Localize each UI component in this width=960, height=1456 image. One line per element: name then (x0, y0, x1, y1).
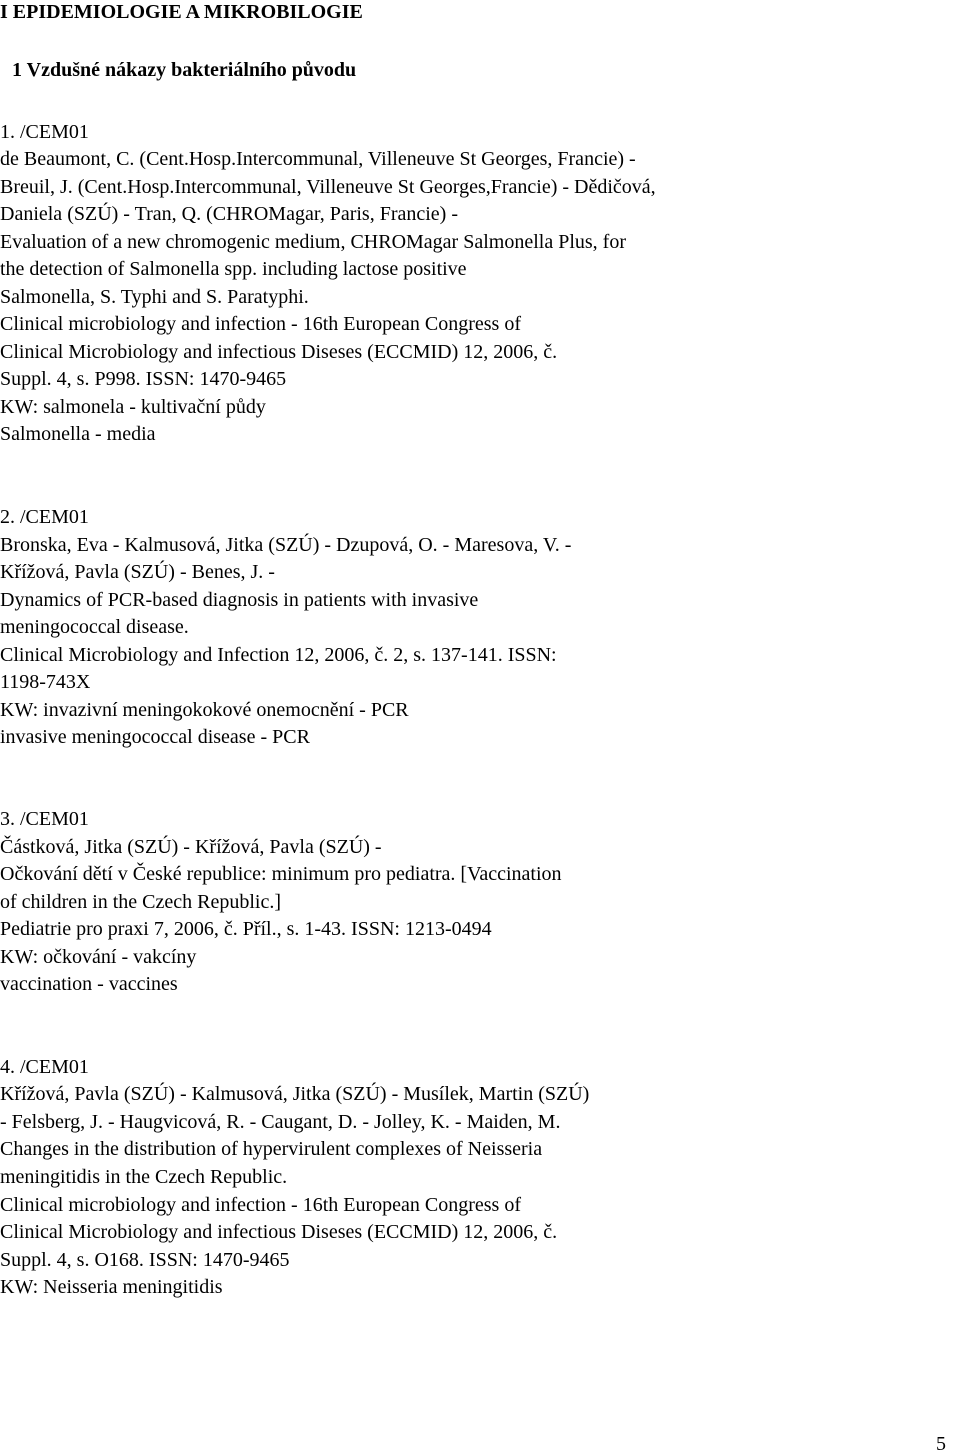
entry-line: the detection of Salmonella spp. including lactose positive (0, 258, 467, 280)
entry-line: of children in the Czech Republic.] (0, 891, 282, 913)
entry-line: - Felsberg, J. - Haugvicová, R. - Caugant, D. - Jolley, K. - Maiden, M. (0, 1111, 561, 1133)
entry-line: meningococcal disease. (0, 616, 189, 638)
entry-line: 2. /CEM01 (0, 506, 89, 528)
entry-line: Salmonella - media (0, 423, 156, 445)
entry-line: KW: salmonela - kultivační půdy (0, 396, 266, 418)
entry-line: Pediatrie pro praxi 7, 2006, č. Příl., s. 1-43. ISSN: 1213-0494 (0, 918, 492, 940)
entry-line: Bronska, Eva - Kalmusová, Jitka (SZÚ) - Dzupová, O. - Maresova, V. - (0, 534, 572, 556)
document-heading: I EPIDEMIOLOGIE A MIKROBILOGIE (0, 1, 363, 23)
entry-line: de Beaumont, C. (Cent.Hosp.Intercommunal, Villeneuve St Georges, Francie) - (0, 148, 636, 170)
entry-line: Dynamics of PCR-based diagnosis in patients with invasive (0, 589, 479, 611)
entry-line: Salmonella, S. Typhi and S. Paratyphi. (0, 286, 309, 308)
entry-line: Clinical Microbiology and infectious Diseses (ECCMID) 12, 2006, č. (0, 341, 558, 363)
entry-line: 3. /CEM01 (0, 808, 89, 830)
entry-line: 1198-743X (0, 671, 91, 693)
entry-line: Clinical microbiology and infection - 16th European Congress of (0, 313, 521, 335)
entry-line: Částková, Jitka (SZÚ) - Křížová, Pavla (SZÚ) - (0, 836, 382, 858)
entry-line: KW: Neisseria meningitidis (0, 1276, 223, 1298)
entry-line: KW: očkování - vakcíny (0, 946, 197, 968)
entry-line: meningitidis in the Czech Republic. (0, 1166, 288, 1188)
entry-line: Suppl. 4, s. O168. ISSN: 1470-9465 (0, 1249, 290, 1271)
entry-line: Křížová, Pavla (SZÚ) - Kalmusová, Jitka (SZÚ) - Musílek, Martin (SZÚ) (0, 1083, 590, 1105)
entry-line: Clinical Microbiology and Infection 12, 2006, č. 2, s. 137-141. ISSN: (0, 644, 557, 666)
entry-line: Daniela (SZÚ) - Tran, Q. (CHROMagar, Paris, Francie) - (0, 203, 458, 225)
entry-line: Evaluation of a new chromogenic medium, CHROMagar Salmonella Plus, for (0, 231, 626, 253)
entry-line: Suppl. 4, s. P998. ISSN: 1470-9465 (0, 368, 287, 390)
entry-line: Breuil, J. (Cent.Hosp.Intercommunal, Villeneuve St Georges,Francie) - Dědičová, (0, 176, 656, 198)
entry-line: vaccination - vaccines (0, 973, 178, 995)
page-number: 5 (936, 1433, 946, 1455)
entry-line: KW: invazivní meningokokové onemocnění - PCR (0, 699, 409, 721)
entry-line: Clinical Microbiology and infectious Diseses (ECCMID) 12, 2006, č. (0, 1221, 558, 1243)
entry-line: Křížová, Pavla (SZÚ) - Benes, J. - (0, 561, 275, 583)
entry-line: Clinical microbiology and infection - 16th European Congress of (0, 1194, 521, 1216)
entry-line: Očkování dětí v České republice: minimum pro pediatra. [Vaccination (0, 863, 562, 885)
section-subheading: 1 Vzdušné nákazy bakteriálního původu (12, 59, 357, 81)
entry-line: 1. /CEM01 (0, 121, 89, 143)
entry-line: Changes in the distribution of hypervirulent complexes of Neisseria (0, 1138, 543, 1160)
entry-line: invasive meningococcal disease - PCR (0, 726, 310, 748)
entry-line: 4. /CEM01 (0, 1056, 89, 1078)
